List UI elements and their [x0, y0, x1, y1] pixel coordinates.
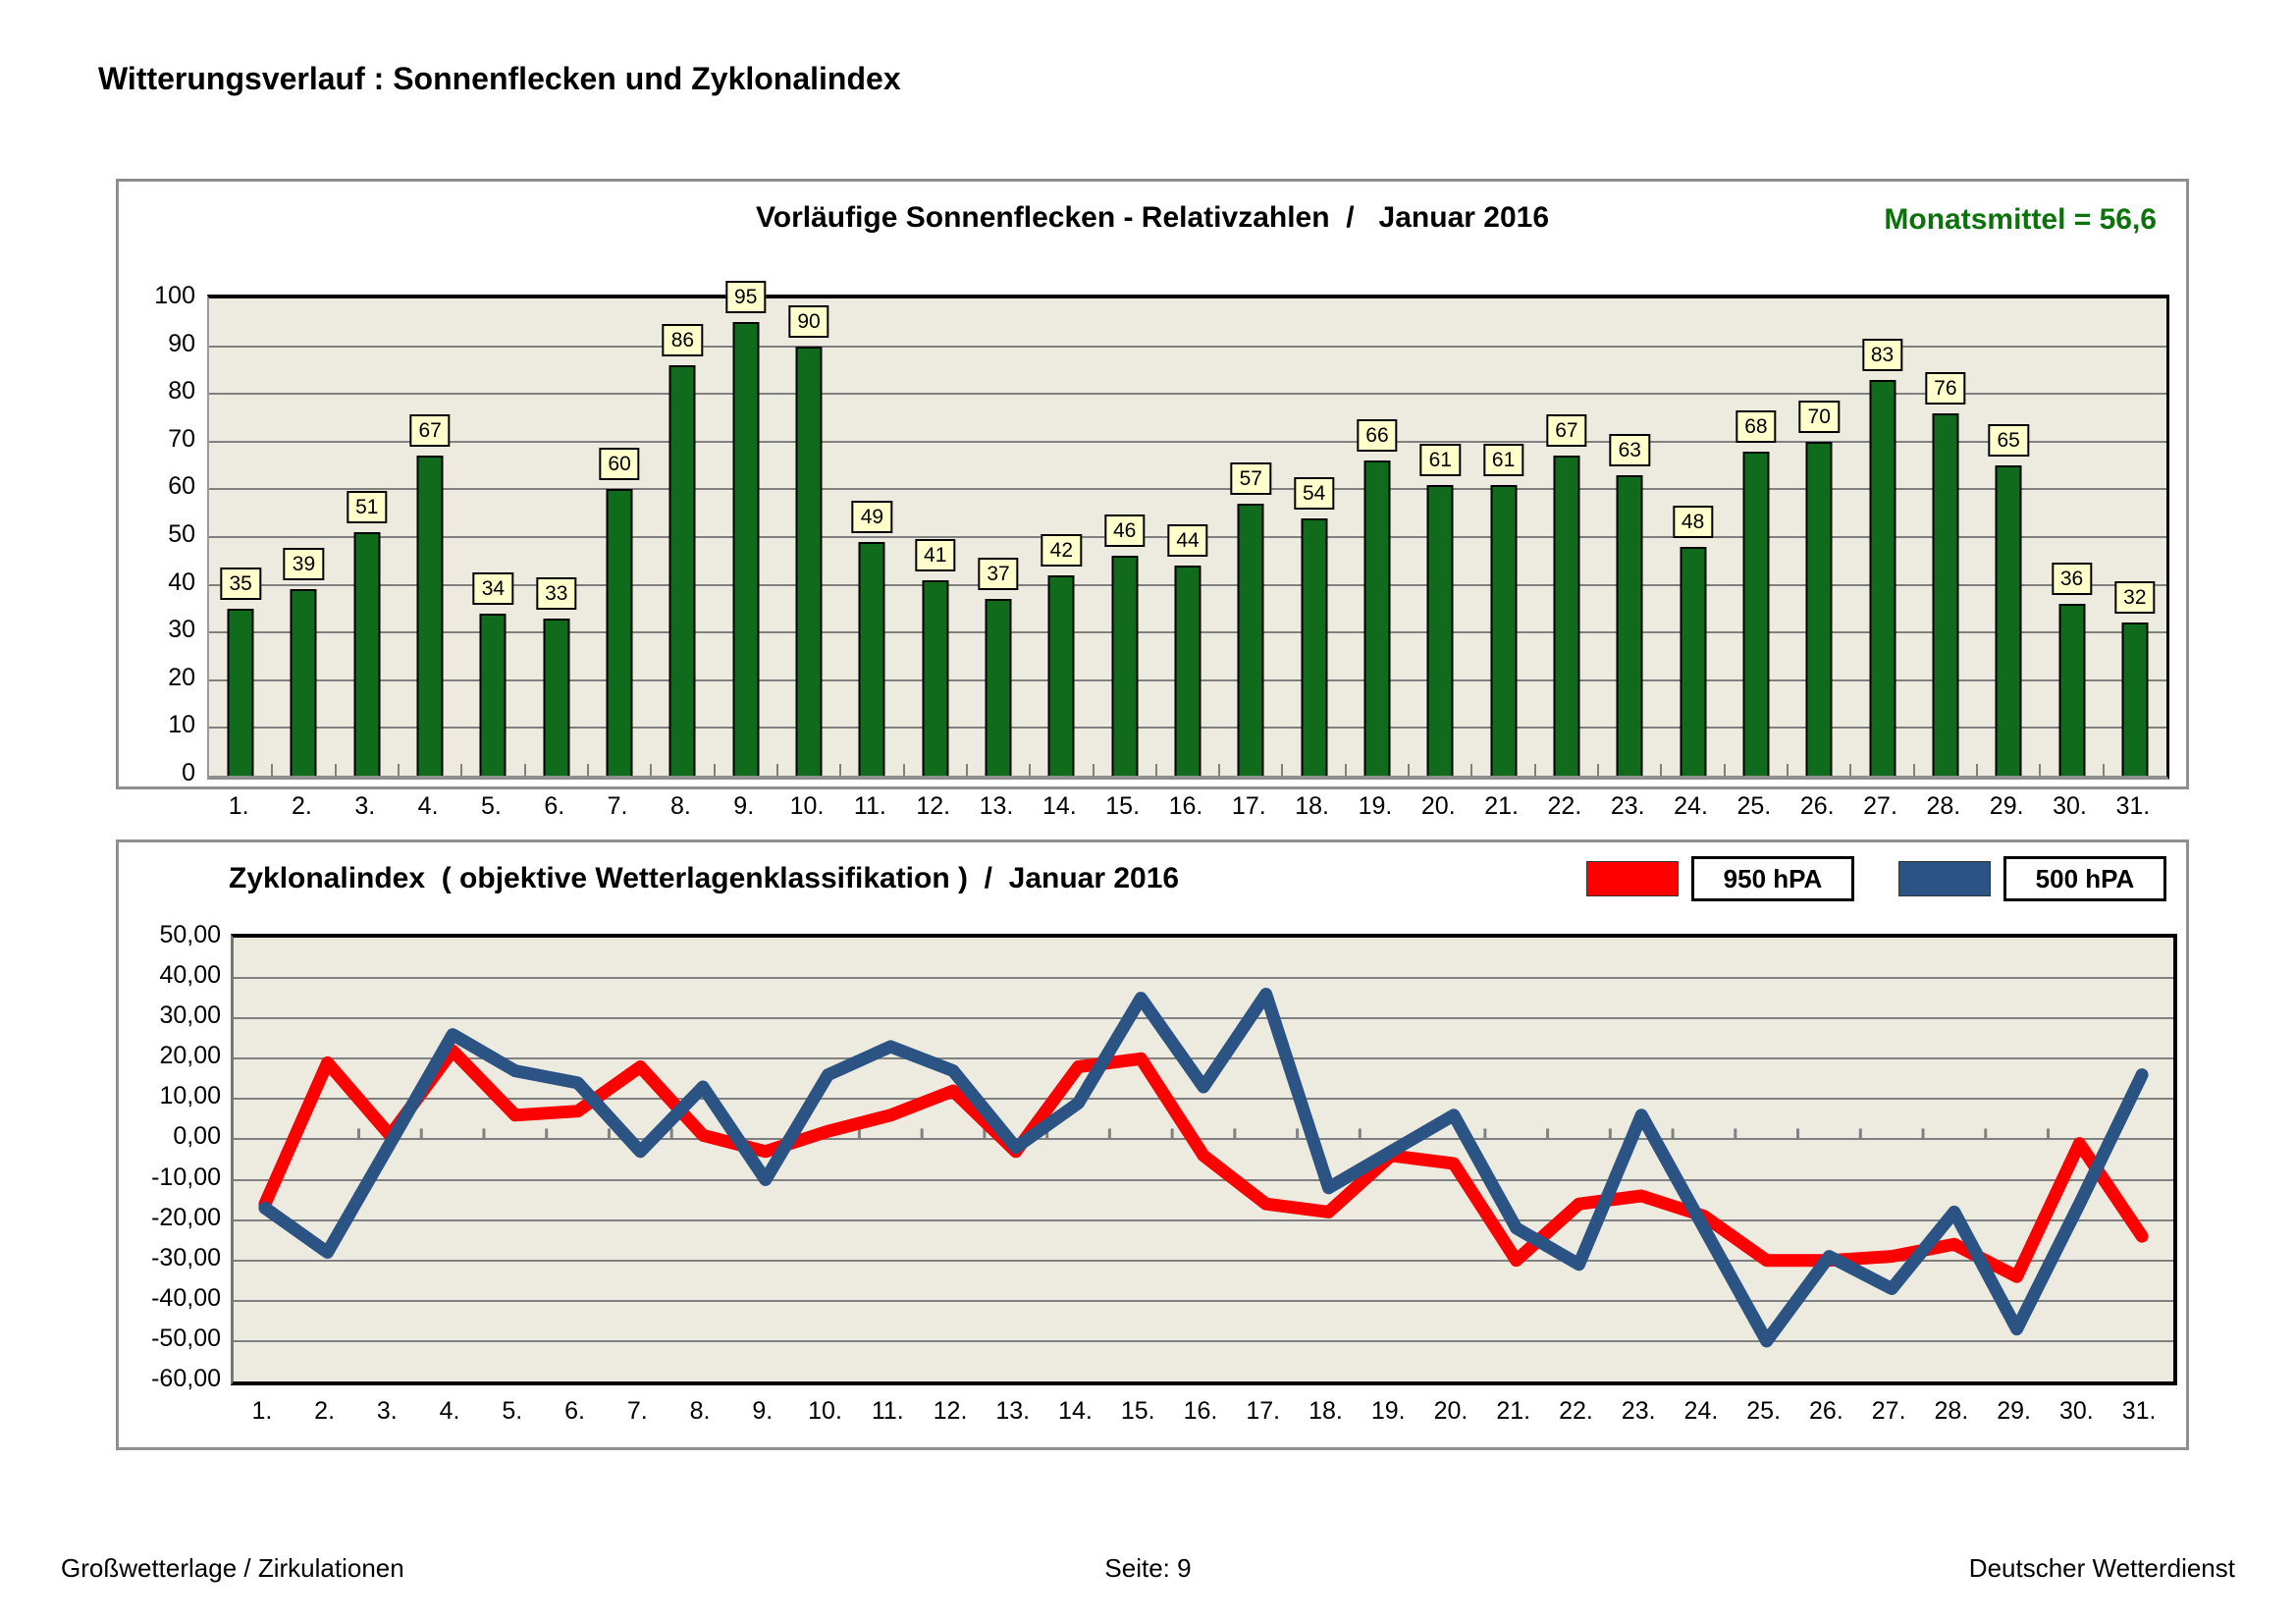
- bar: [543, 619, 569, 776]
- bar: [1238, 504, 1264, 776]
- x-tick-label: 26.: [1799, 792, 1835, 820]
- x-tick-label: 19.: [1358, 792, 1393, 820]
- line-chart-title: Zyklonalindex ( objektive Wetterlagenklassifikation ) / Januar 2016: [229, 862, 1180, 894]
- x-tick-label: 29.: [1997, 1397, 2032, 1425]
- x-tick-label: 17.: [1246, 1397, 1281, 1425]
- legend-swatch-500hpa: [1898, 861, 1991, 896]
- bar-value-label: 63: [1610, 434, 1650, 466]
- x-tick-label: 4.: [439, 1397, 460, 1425]
- x-tick-label: 15.: [1105, 792, 1141, 820]
- bar: [1806, 442, 1833, 776]
- x-axis-tick: [2039, 764, 2041, 776]
- bar: [1363, 460, 1390, 776]
- x-tick-label: 31.: [2115, 792, 2151, 820]
- page-footer: [61, 1553, 2235, 1584]
- y-tick-label: 0,00: [173, 1122, 221, 1151]
- x-tick-label: 14.: [1041, 792, 1077, 820]
- bar: [732, 322, 759, 776]
- x-axis-tick: [460, 764, 462, 776]
- bar: [1427, 485, 1454, 776]
- x-axis-tick: [1345, 764, 1347, 776]
- bar: [1996, 465, 2022, 776]
- x-tick-label: 28.: [1934, 1397, 1969, 1425]
- monthly-mean-annotation: Monatsmittel = 56,6: [1884, 203, 2157, 236]
- y-tick-label: 70: [168, 424, 195, 453]
- y-tick-label: 40: [168, 568, 195, 596]
- x-tick-label: 20.: [1420, 792, 1456, 820]
- bar-value-label: 60: [599, 448, 639, 480]
- y-tick-label: -40,00: [151, 1283, 221, 1312]
- y-tick-label: 0: [182, 759, 195, 786]
- x-tick-label: 25.: [1746, 1397, 1782, 1425]
- bar-value-label: 35: [220, 568, 260, 600]
- x-tick-label: 1.: [228, 792, 249, 820]
- x-axis-tick: [524, 764, 526, 776]
- x-axis-tick: [1534, 764, 1536, 776]
- legend-label-950hpa: 950 hPA: [1691, 856, 1854, 901]
- x-axis-tick: [1913, 764, 1915, 776]
- x-axis-tick: [1724, 764, 1726, 776]
- x-tick-label: 27.: [1863, 792, 1897, 820]
- bar: [669, 365, 696, 776]
- x-tick-label: 6.: [564, 1397, 585, 1425]
- x-tick-label: 25.: [1736, 792, 1772, 820]
- bar: [922, 580, 948, 776]
- bar: [796, 347, 823, 776]
- x-axis-tick: [271, 764, 273, 776]
- x-axis-tick: [714, 764, 716, 776]
- bar: [417, 456, 444, 776]
- x-tick-label: 22.: [1559, 1397, 1593, 1425]
- x-tick-label: 10.: [808, 1397, 842, 1425]
- y-tick-label: 50,00: [159, 921, 221, 948]
- x-tick-label: 23.: [1610, 792, 1645, 820]
- bar-value-label: 83: [1862, 339, 1902, 371]
- bar: [1680, 547, 1706, 776]
- x-axis-tick: [1470, 764, 1472, 776]
- x-tick-label: 5.: [502, 1397, 523, 1425]
- bar: [607, 489, 633, 776]
- x-tick-label: 12.: [916, 792, 951, 820]
- bar: [1490, 485, 1517, 776]
- bar: [1048, 575, 1075, 776]
- x-tick-label: 24.: [1674, 792, 1708, 820]
- x-axis-tick: [398, 764, 400, 776]
- x-tick-label: 16.: [1168, 792, 1203, 820]
- x-axis-tick: [1660, 764, 1662, 776]
- x-tick-label: 20.: [1433, 1397, 1468, 1425]
- bar-value-label: 37: [978, 558, 1018, 590]
- x-axis-tick: [1976, 764, 1978, 776]
- bar-value-label: 46: [1104, 514, 1145, 547]
- x-tick-label: 22.: [1547, 792, 1582, 820]
- bar: [859, 542, 885, 776]
- y-tick-label: -50,00: [151, 1324, 221, 1352]
- bar-value-label: 90: [788, 305, 828, 338]
- bar-value-label: 42: [1041, 534, 1082, 567]
- y-tick-label: 30,00: [159, 1001, 221, 1030]
- bar: [1869, 380, 1896, 776]
- bar: [1932, 413, 1958, 776]
- x-tick-label: 28.: [1926, 792, 1961, 820]
- sunspots-bar-chart-panel: [116, 179, 2189, 820]
- x-tick-label: 5.: [481, 792, 502, 820]
- x-tick-label: 10.: [789, 792, 825, 820]
- x-tick-label: 9.: [733, 792, 755, 820]
- x-axis-tick: [1155, 764, 1157, 776]
- bar-value-label: 41: [915, 539, 955, 571]
- x-axis-tick: [587, 764, 589, 776]
- x-tick-label: 18.: [1308, 1397, 1343, 1425]
- x-tick-label: 16.: [1183, 1397, 1218, 1425]
- x-tick-label: 13.: [979, 792, 1014, 820]
- x-tick-label: 2.: [292, 792, 312, 820]
- y-tick-label: 50: [168, 520, 195, 548]
- y-tick-label: 80: [168, 377, 195, 406]
- x-axis-tick: [1597, 764, 1599, 776]
- x-tick-label: 18.: [1295, 792, 1329, 820]
- x-tick-label: 2.: [314, 1397, 336, 1425]
- bar-value-label: 61: [1483, 444, 1523, 476]
- x-axis-tick: [1093, 764, 1095, 776]
- bar-value-label: 57: [1231, 462, 1271, 495]
- x-axis-tick: [2103, 764, 2105, 776]
- x-tick-label: 7.: [607, 792, 628, 820]
- bar-value-label: 49: [852, 501, 892, 533]
- y-tick-label: -30,00: [151, 1243, 221, 1271]
- x-axis-tick: [1408, 764, 1410, 776]
- x-axis-tick: [1281, 764, 1283, 776]
- bar-value-label: 67: [409, 414, 450, 447]
- bar-value-label: 61: [1420, 444, 1461, 476]
- x-axis-tick: [966, 764, 968, 776]
- bar: [1111, 556, 1138, 776]
- bar: [2058, 604, 2085, 776]
- x-tick-label: 29.: [1989, 792, 2024, 820]
- bar-value-label: 44: [1167, 524, 1207, 557]
- bar: [291, 589, 317, 776]
- x-tick-label: 12.: [933, 1397, 968, 1425]
- bar-value-label: 51: [347, 491, 387, 523]
- x-tick-label: 17.: [1231, 792, 1266, 820]
- bar: [228, 609, 254, 776]
- bar-value-label: 39: [284, 548, 324, 580]
- y-tick-label: 30: [168, 616, 195, 644]
- x-tick-label: 14.: [1058, 1397, 1093, 1425]
- legend-swatch-950hpa: [1586, 861, 1679, 896]
- x-axis-tick: [1849, 764, 1851, 776]
- x-tick-label: 3.: [376, 1397, 398, 1425]
- bar-value-label: 34: [473, 572, 513, 605]
- bar: [1553, 456, 1579, 776]
- x-tick-label: 26.: [1809, 1397, 1843, 1425]
- y-tick-label: 20,00: [159, 1042, 221, 1070]
- bar-value-label: 65: [1989, 424, 2029, 457]
- x-tick-label: 30.: [2053, 792, 2087, 820]
- bar-value-label: 32: [2114, 581, 2155, 614]
- bar-value-label: 67: [1546, 414, 1586, 447]
- y-tick-label: 20: [168, 663, 195, 691]
- bar-value-label: 48: [1673, 506, 1713, 538]
- y-tick-label: -10,00: [151, 1163, 221, 1191]
- x-tick-label: 21.: [1484, 792, 1519, 820]
- y-tick-label: 40,00: [159, 961, 221, 990]
- y-tick-label: 90: [168, 329, 195, 357]
- x-axis-tick: [776, 764, 778, 776]
- zyklonalindex-line-chart-panel: [116, 839, 2189, 1450]
- line-series-canvas: [234, 938, 2173, 1381]
- bar: [1742, 452, 1769, 776]
- y-tick-label: -60,00: [151, 1365, 221, 1392]
- bar-value-label: 86: [663, 324, 703, 356]
- y-tick-label: 100: [154, 282, 195, 309]
- x-tick-label: 31.: [2121, 1397, 2157, 1425]
- x-tick-label: 3.: [354, 792, 376, 820]
- x-axis-tick: [335, 764, 337, 776]
- bar-value-label: 76: [1925, 372, 1965, 405]
- legend-label-500hpa: 500 hPA: [2003, 856, 2166, 901]
- x-tick-label: 27.: [1871, 1397, 1906, 1425]
- line-plot-area: [231, 934, 2177, 1385]
- bar: [1175, 566, 1201, 776]
- x-tick-label: 8.: [689, 1397, 711, 1425]
- footer-right: Deutscher Wetterdienst: [1968, 1553, 2235, 1583]
- x-tick-label: 23.: [1621, 1397, 1656, 1425]
- bar: [353, 532, 380, 776]
- x-tick-label: 30.: [2059, 1397, 2094, 1425]
- x-tick-label: 21.: [1496, 1397, 1531, 1425]
- legend: [1586, 856, 2166, 901]
- x-axis-tick: [650, 764, 652, 776]
- bar-value-label: 70: [1799, 401, 1840, 433]
- bar-value-label: 66: [1357, 419, 1397, 452]
- y-tick-label: 10,00: [159, 1082, 221, 1110]
- x-tick-label: 1.: [251, 1397, 273, 1425]
- y-tick-label: 60: [168, 472, 195, 501]
- bar-plot-area: [207, 286, 2169, 780]
- bar-value-label: 36: [2052, 563, 2092, 595]
- bar-chart-title: Vorläufige Sonnenflecken - Relativzahlen / Januar 2016: [755, 201, 1550, 234]
- x-tick-label: 19.: [1370, 1397, 1406, 1425]
- bar: [1617, 475, 1643, 776]
- x-tick-label: 15.: [1120, 1397, 1155, 1425]
- bar: [2121, 622, 2148, 776]
- x-tick-label: 9.: [752, 1397, 774, 1425]
- x-axis-tick: [1029, 764, 1031, 776]
- x-axis-tick: [1218, 764, 1220, 776]
- bar-value-label: 33: [536, 577, 576, 610]
- series-line-500hpa: [265, 995, 2142, 1341]
- bar: [1301, 518, 1327, 776]
- x-axis-tick: [839, 764, 841, 776]
- footer-center: Seite: 9: [1104, 1553, 1192, 1583]
- x-tick-label: 11.: [853, 792, 886, 820]
- x-tick-label: 24.: [1683, 1397, 1719, 1425]
- x-tick-label: 6.: [544, 792, 565, 820]
- page-title: Witterungsverlauf : Sonnenflecken und Zyklonalindex: [98, 61, 901, 96]
- bar-value-label: 54: [1294, 477, 1334, 510]
- x-tick-label: 7.: [626, 1397, 648, 1425]
- x-tick-label: 13.: [995, 1397, 1031, 1425]
- bar-value-label: 95: [725, 281, 766, 313]
- bar: [986, 599, 1012, 776]
- x-tick-label: 11.: [871, 1397, 904, 1425]
- bar: [480, 614, 507, 776]
- y-tick-label: -20,00: [151, 1203, 221, 1231]
- x-axis-tick: [1787, 764, 1789, 776]
- x-tick-label: 8.: [669, 792, 691, 820]
- bar-value-label: 68: [1735, 410, 1776, 443]
- x-tick-label: 4.: [417, 792, 439, 820]
- x-axis-tick: [903, 764, 905, 776]
- y-tick-label: 10: [168, 711, 195, 739]
- footer-left: Großwetterlage / Zirkulationen: [61, 1553, 404, 1583]
